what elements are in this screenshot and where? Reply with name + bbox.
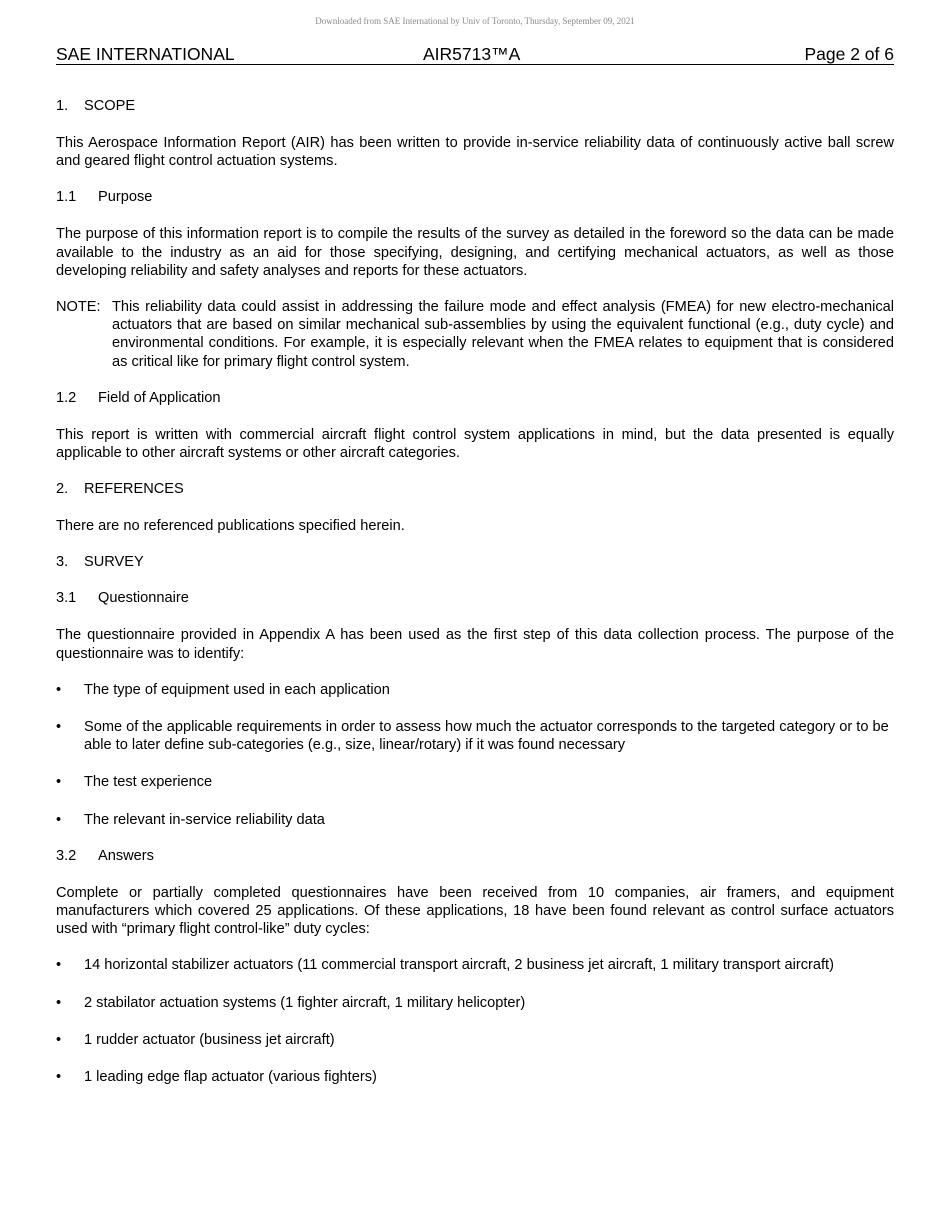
list-item-text: 2 stabilator actuation systems (1 fighter aircraft, 1 military helicopter) — [84, 994, 526, 1011]
note-text: This reliability data could assist in addressing the failure mode and effect analysis (FMEA) for new electro-mechanical actuators that are based on similar mechanical sub-assemblies by using the equivalent functional (e.g., duty cycle) and environmental conditions. For example, it is especially relevant when the FMEA relates to equipment that is considered as critical like for primary flight control system. — [112, 299, 894, 370]
section-title: Field of Application — [98, 389, 221, 406]
bullet-icon: • — [56, 957, 62, 974]
list-item-text: The type of equipment used in each application — [84, 681, 390, 698]
list-item-text: 1 leading edge flap actuator (various fighters) — [84, 1069, 377, 1086]
section-answers-heading — [56, 847, 894, 865]
download-watermark: Downloaded from SAE International by Univ of Toronto, Thursday, September 09, 2021 — [315, 16, 635, 26]
section-field-of-application-heading — [56, 389, 894, 407]
section-number: 3.1 — [56, 590, 77, 607]
section-number: 1. — [56, 98, 69, 114]
questionnaire-paragraph: The questionnaire provided in Appendix A has been used as the first step of this data collection process. The purpose of the questionnaire was to identify: — [56, 627, 894, 662]
list-item — [56, 773, 894, 791]
bullet-icon: • — [56, 994, 62, 1011]
scope-paragraph: This Aerospace Information Report (AIR) has been written to provide in-service reliability data of continuously active ball screw and geared flight control actuation systems. — [56, 135, 894, 170]
bullet-icon: • — [56, 681, 62, 698]
bullet-icon: • — [56, 1069, 62, 1086]
section-title: SCOPE — [84, 98, 136, 114]
section-title: REFERENCES — [84, 481, 184, 498]
purpose-note — [56, 298, 894, 371]
section-questionnaire-heading — [56, 589, 894, 607]
header-document-number: AIR5713™A — [423, 44, 521, 64]
section-number: 1.1 — [56, 189, 77, 206]
references-paragraph: There are no referenced publications specified herein. — [56, 518, 405, 535]
bullet-icon: • — [56, 811, 62, 828]
section-references-heading — [56, 480, 894, 498]
bullet-icon: • — [56, 1031, 62, 1048]
section-number: 2. — [56, 481, 69, 498]
header-organization: SAE INTERNATIONAL — [56, 44, 235, 64]
list-item — [56, 811, 894, 829]
list-item-text: 1 rudder actuator (business jet aircraft) — [84, 1031, 335, 1048]
section-survey-heading — [56, 553, 894, 571]
document-body — [56, 97, 894, 1086]
list-item — [56, 718, 894, 754]
list-item — [56, 1068, 894, 1086]
purpose-paragraph: The purpose of this information report is to compile the results of the survey as detailed in the foreword so the data can be made available to the industry as an aid for those specifying, designing, and certifying mechanical actuators, as well as those developing reliability and safety analyses and reports for these actuators. — [56, 226, 894, 279]
list-item — [56, 994, 894, 1012]
section-title: SURVEY — [84, 554, 144, 571]
answers-paragraph: Complete or partially completed questionnaires have been received from 10 companies, air framers, and equipment manufacturers which covered 25 applications. Of these applications, 18 have been found relevant as control surface actuators used with “primary flight control-like” duty cycles: — [56, 884, 894, 938]
section-number: 1.2 — [56, 389, 77, 406]
list-item-text: Some of the applicable requirements in order to assess how much the actuator corresponds to the targeted category or to be able to later define sub-categories (e.g., size, linear/rotary) if it was found necessary — [84, 719, 889, 754]
section-number: 3.2 — [56, 847, 77, 864]
questionnaire-bullet-list — [56, 681, 894, 829]
list-item — [56, 681, 894, 699]
section-title: Questionnaire — [98, 590, 189, 607]
field-of-application-paragraph: This report is written with commercial aircraft flight control system applications in mind, but the data presented is equally applicable to other aircraft systems or other aircraft categories. — [56, 426, 894, 462]
page-header — [56, 44, 894, 65]
section-title: Purpose — [98, 189, 153, 206]
section-title: Answers — [98, 847, 154, 864]
answers-bullet-list — [56, 956, 894, 1086]
list-item — [56, 956, 894, 974]
list-item-text: The relevant in-service reliability data — [84, 811, 325, 828]
note-label: NOTE: — [56, 299, 101, 316]
list-item-text: 14 horizontal stabilizer actuators (11 commercial transport aircraft, 2 business jet aircraft, 1 military transport aircraft) — [84, 957, 834, 974]
header-page-number: Page 2 of 6 — [804, 44, 894, 64]
list-item — [56, 1031, 894, 1049]
section-number: 3. — [56, 554, 69, 571]
list-item-text: The test experience — [84, 774, 213, 791]
section-purpose-heading — [56, 188, 894, 206]
bullet-icon: • — [56, 719, 62, 736]
section-scope-heading — [56, 97, 894, 115]
bullet-icon: • — [56, 774, 62, 791]
